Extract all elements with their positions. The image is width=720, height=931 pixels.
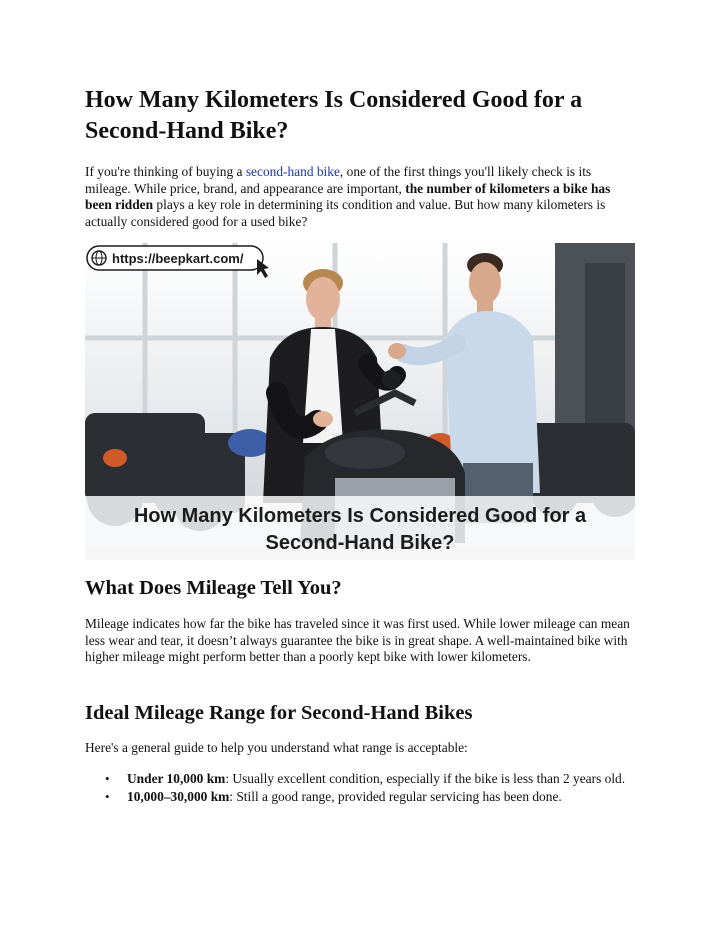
section-heading-mileage: What Does Mileage Tell You? xyxy=(85,577,342,599)
ideal-range-lead: Here's a general guide to help you understand what range is acceptable: xyxy=(85,740,468,755)
list-item-bold: Under 10,000 km xyxy=(127,771,226,786)
mileage-guide-list xyxy=(85,771,635,806)
intro-text-2: , one of the first things you'll likely check is its mileage. While price, brand, and appearance are important, xyxy=(85,164,592,196)
list-item-bold: 10,000–30,000 km xyxy=(127,788,230,804)
second-hand-bike-link[interactable]: second-hand bike xyxy=(245,164,340,179)
hero-caption-line2: Second-Hand Bike? xyxy=(265,532,455,554)
article-title: How Many Kilometers Is Considered Good for a Second-Hand Bike? xyxy=(85,87,583,144)
hero-caption-line1: How Many Kilometers Is Considered Good for a xyxy=(133,505,587,527)
section-heading-ideal-range: Ideal Mileage Range for Second-Hand Bikes xyxy=(85,702,473,724)
intro-bold-text: the number of kilometers a bike has been ridden xyxy=(85,180,611,213)
bullet: • xyxy=(105,771,110,786)
intro-paragraph xyxy=(85,164,635,230)
intro-text-3: plays a key role in determining its condition and value. But how many kilometers is actually considered good for a used bike? xyxy=(85,197,606,229)
url-badge-text: https://beepkart.com/ xyxy=(112,251,244,266)
bullet: • xyxy=(105,788,110,804)
list-item-text: : Still a good range, provided regular servicing has been done. xyxy=(229,788,562,804)
hero-image xyxy=(85,243,635,560)
intro-text-1: If you're thinking of buying a xyxy=(85,164,246,179)
list-item xyxy=(85,771,635,788)
list-item xyxy=(85,789,635,806)
hero-illustration xyxy=(85,243,635,560)
mileage-paragraph: Mileage indicates how far the bike has traveled since it was first used. While lower mileage can mean less wear and tear, it doesn’t always guarantee the bike is in great shape. A well-maintained bike with higher mileage might perform better than a poorly kept bike with lower kilometers. xyxy=(85,616,630,665)
list-item-text: : Usually excellent condition, especially if the bike is less than 2 years old. xyxy=(225,771,626,786)
